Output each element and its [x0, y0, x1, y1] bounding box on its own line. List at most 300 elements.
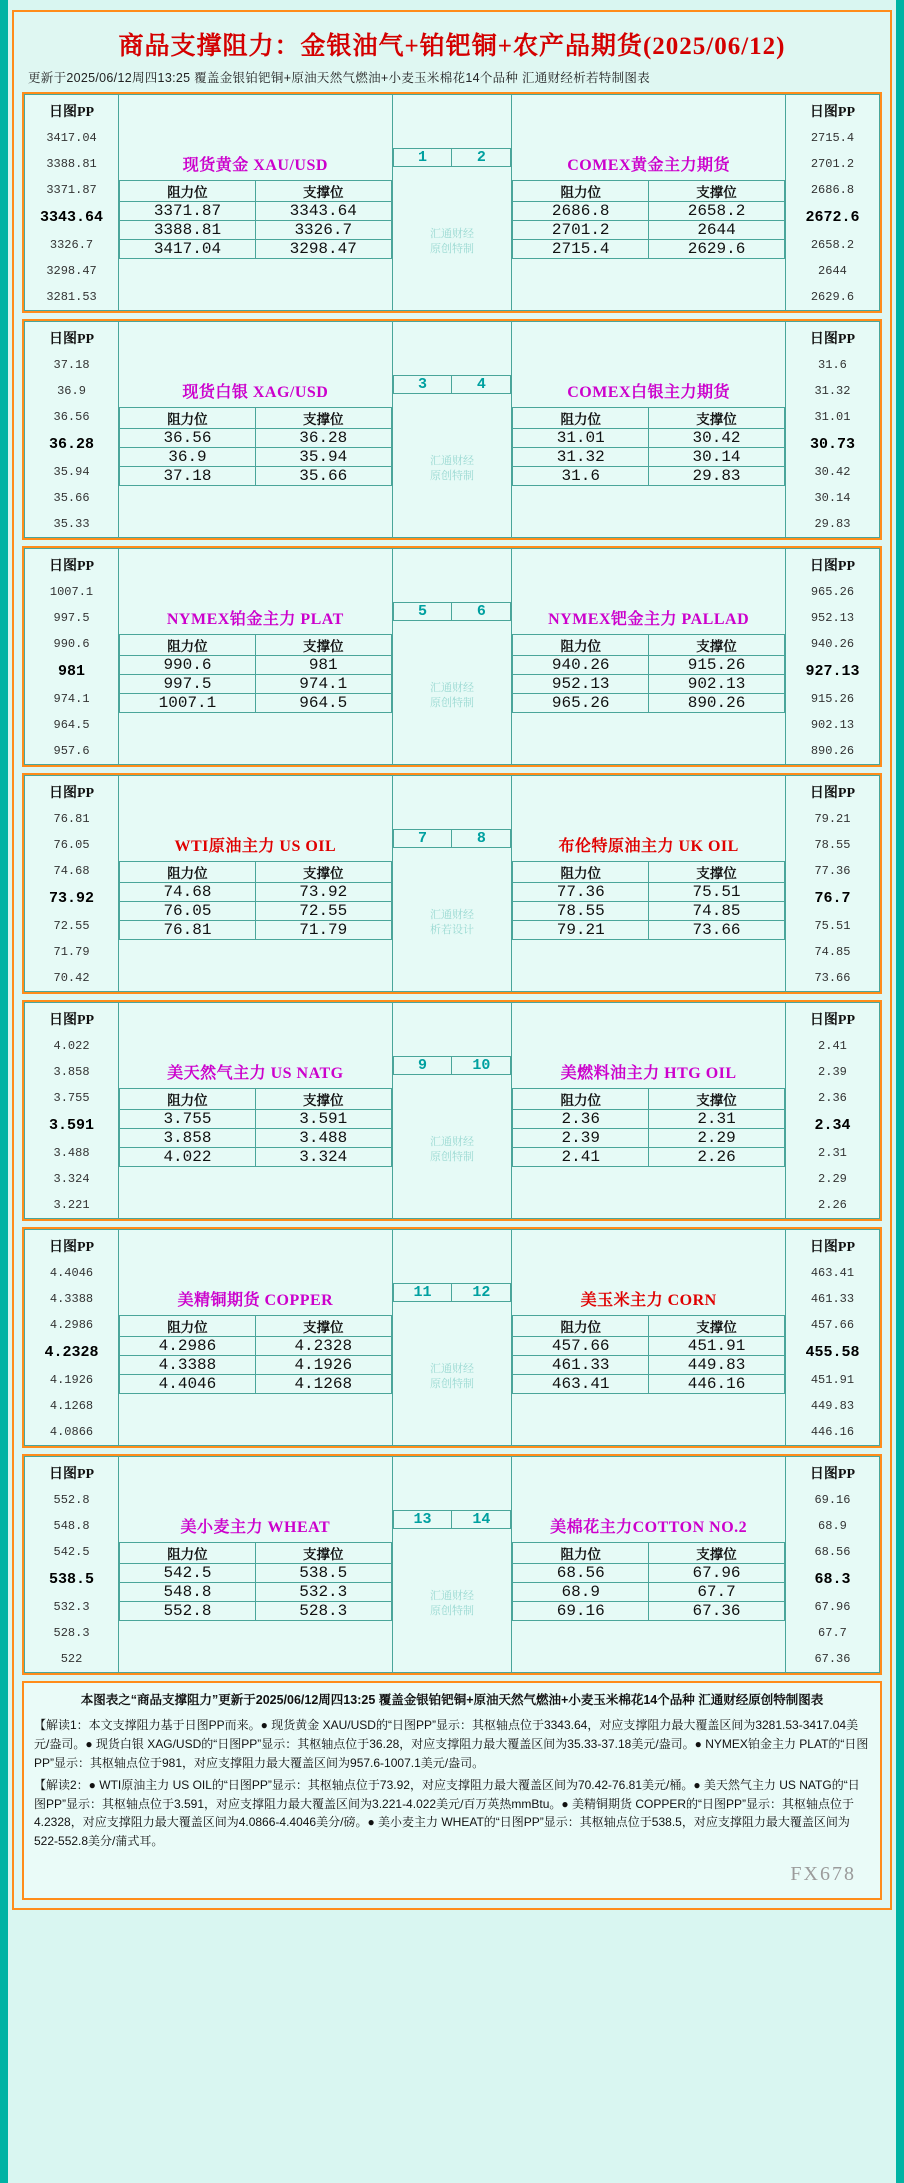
support-header: 支撑位 — [255, 181, 391, 202]
table-row — [120, 1148, 392, 1167]
resistance-value: 2.39 — [513, 1129, 649, 1148]
pp-value: 927.13 — [805, 663, 860, 680]
page-title: 商品支撑阻力：金银油气+铂钯铜+农产品期货(2025/06/12) — [118, 33, 786, 60]
resistance-value: 3371.87 — [120, 202, 256, 221]
support-value: 446.16 — [649, 1375, 785, 1394]
pp-value: 4.3388 — [49, 1292, 94, 1306]
resistance-value: 542.5 — [120, 1564, 256, 1583]
watermark-signature: FX678 — [790, 1862, 856, 1885]
pp-col-left — [25, 1457, 119, 1673]
pp-value: 457.66 — [810, 1318, 855, 1332]
support-value: 67.96 — [649, 1564, 785, 1583]
pp-header-right: 日图PP — [809, 1240, 856, 1255]
pp-value: 31.32 — [814, 384, 851, 398]
pp-value: 35.66 — [53, 491, 90, 505]
pp-value: 76.7 — [814, 890, 851, 907]
resistance-value: 76.81 — [120, 921, 256, 940]
table-row — [513, 1337, 785, 1356]
support-value: 964.5 — [255, 694, 391, 713]
levels-table-right — [512, 180, 785, 259]
resistance-value: 463.41 — [513, 1375, 649, 1394]
pp-value: 30.14 — [814, 491, 851, 505]
support-value: 890.26 — [649, 694, 785, 713]
block-index-left: 7 — [393, 830, 452, 848]
product-block — [22, 1227, 882, 1448]
pp-list-right — [786, 579, 879, 764]
resistance-header: 阻力位 — [120, 862, 256, 883]
pp-header-left: 日图PP — [48, 1467, 95, 1482]
pp-value: 890.26 — [810, 744, 855, 758]
pp-value: 940.26 — [810, 637, 855, 651]
support-value: 30.42 — [649, 429, 785, 448]
resistance-value: 4.4046 — [120, 1375, 256, 1394]
pp-value: 72.55 — [53, 919, 90, 933]
support-value: 538.5 — [255, 1564, 391, 1583]
table-row — [120, 1564, 392, 1583]
pp-value: 964.5 — [53, 718, 90, 732]
pp-col-right — [785, 1230, 879, 1446]
center-col — [392, 1457, 512, 1673]
resistance-value: 548.8 — [120, 1583, 256, 1602]
pp-list-right — [786, 1033, 879, 1218]
support-value: 67.36 — [649, 1602, 785, 1621]
product-block — [22, 1000, 882, 1221]
pp-value: 4.022 — [53, 1039, 90, 1053]
pp-value: 73.66 — [814, 971, 851, 985]
product-col-right — [512, 776, 786, 992]
pp-value: 952.13 — [810, 611, 855, 625]
pp-value: 461.33 — [810, 1292, 855, 1306]
pp-value: 31.01 — [814, 410, 851, 424]
support-value: 72.55 — [255, 902, 391, 921]
pp-value: 2686.8 — [810, 183, 855, 197]
block-index-left: 11 — [393, 1284, 452, 1302]
pp-value: 4.0866 — [49, 1425, 94, 1439]
support-header: 支撑位 — [255, 635, 391, 656]
pp-value: 36.9 — [57, 384, 86, 398]
report-frame — [12, 10, 892, 1910]
pp-value: 76.05 — [53, 838, 90, 852]
resistance-value: 990.6 — [120, 656, 256, 675]
support-header: 支撑位 — [255, 408, 391, 429]
block-index-left: 5 — [393, 603, 452, 621]
support-value: 2658.2 — [649, 202, 785, 221]
support-value: 74.85 — [649, 902, 785, 921]
support-value: 2644 — [649, 221, 785, 240]
product-col-left — [119, 776, 393, 992]
product-block — [22, 773, 882, 994]
pp-header-left: 日图PP — [48, 786, 95, 801]
levels-table-right — [512, 1315, 785, 1394]
resistance-value: 997.5 — [120, 675, 256, 694]
resistance-value: 68.56 — [513, 1564, 649, 1583]
resistance-value: 78.55 — [513, 902, 649, 921]
pp-value: 3343.64 — [40, 209, 104, 226]
resistance-header: 阻力位 — [120, 635, 256, 656]
product-col-right — [512, 95, 786, 311]
watermark-text: 汇通财经 原创特制 — [429, 228, 474, 255]
page-subtitle: 更新于2025/06/12周四13:25 覆盖金银铂钯铜+原油天然气燃油+小麦玉米棉花14个品种 汇通财经析若特制图表 — [28, 71, 650, 85]
support-header: 支撑位 — [649, 635, 785, 656]
resistance-value: 3.755 — [120, 1110, 256, 1129]
resistance-value: 77.36 — [513, 883, 649, 902]
support-header: 支撑位 — [255, 1316, 391, 1337]
watermark-text: 汇通财经 析若设计 — [429, 909, 474, 936]
pp-value: 3.488 — [53, 1146, 90, 1160]
support-header: 支撑位 — [255, 862, 391, 883]
pp-value: 30.42 — [814, 465, 851, 479]
support-header: 支撑位 — [649, 862, 785, 883]
support-header: 支撑位 — [649, 1316, 785, 1337]
pp-value: 522 — [60, 1652, 83, 1666]
pp-list-left — [25, 1033, 118, 1218]
pp-value: 78.55 — [814, 838, 851, 852]
pp-value: 974.1 — [53, 692, 90, 706]
pp-header-right: 日图PP — [809, 105, 856, 120]
center-col — [392, 95, 512, 311]
table-row — [120, 1337, 392, 1356]
center-col — [392, 1230, 512, 1446]
pp-value: 2672.6 — [805, 209, 860, 226]
pp-value: 3.591 — [49, 1117, 95, 1134]
pp-value: 965.26 — [810, 585, 855, 599]
support-value: 29.83 — [649, 467, 785, 486]
resistance-value: 457.66 — [513, 1337, 649, 1356]
resistance-value: 4.3388 — [120, 1356, 256, 1375]
block-index-right: 6 — [452, 603, 511, 621]
resistance-header: 阻力位 — [120, 1089, 256, 1110]
table-row — [513, 1110, 785, 1129]
pp-list-left — [25, 1487, 118, 1672]
resistance-header: 阻力位 — [120, 1316, 256, 1337]
pp-value: 455.58 — [805, 1344, 860, 1361]
pp-value: 981 — [58, 663, 86, 680]
resistance-value: 2.36 — [513, 1110, 649, 1129]
pp-value: 35.33 — [53, 517, 90, 531]
table-row — [513, 1129, 785, 1148]
pp-header-left: 日图PP — [48, 559, 95, 574]
footer-box — [22, 1681, 882, 1900]
pp-value: 68.3 — [814, 1571, 851, 1588]
pp-value: 4.1268 — [49, 1399, 94, 1413]
pp-value: 2701.2 — [810, 157, 855, 171]
table-row — [513, 240, 785, 259]
product-col-right — [512, 1003, 786, 1219]
product-title-right: 美燃料油主力 HTG OIL — [560, 1065, 737, 1082]
pp-header-left: 日图PP — [48, 105, 95, 120]
table-row — [120, 448, 392, 467]
support-value: 2.29 — [649, 1129, 785, 1148]
pp-value: 957.6 — [53, 744, 90, 758]
center-col — [392, 549, 512, 765]
product-title-right: COMEX白银主力期货 — [567, 384, 731, 401]
center-col — [392, 776, 512, 992]
resistance-value: 31.6 — [513, 467, 649, 486]
support-value: 915.26 — [649, 656, 785, 675]
support-value: 71.79 — [255, 921, 391, 940]
pp-value: 4.4046 — [49, 1266, 94, 1280]
support-value: 30.14 — [649, 448, 785, 467]
pp-value: 76.81 — [53, 812, 90, 826]
pp-value: 36.56 — [53, 410, 90, 424]
watermark-text: 汇通财经 原创特制 — [429, 682, 474, 709]
watermark-text: 汇通财经 原创特制 — [429, 455, 474, 482]
pp-value: 2.36 — [818, 1091, 847, 1105]
table-row — [120, 1375, 392, 1394]
resistance-value: 3417.04 — [120, 240, 256, 259]
support-value: 2629.6 — [649, 240, 785, 259]
product-col-right — [512, 1230, 786, 1446]
pp-value: 4.1926 — [49, 1373, 94, 1387]
pp-value: 2.26 — [818, 1198, 847, 1212]
resistance-value: 940.26 — [513, 656, 649, 675]
support-value: 4.2328 — [255, 1337, 391, 1356]
pp-value: 1007.1 — [49, 585, 94, 599]
table-row — [513, 221, 785, 240]
pp-value: 3.221 — [53, 1198, 90, 1212]
footer-note-2: 【解读2：● WTI原油主力 US OIL的“日图PP”显示：其枢轴点位于73.92，对应支撑阻力最大覆盖区间为70.42-76.81美元/桶。● 美天然气主力 US NATG的“日图PP”显示：其枢轴点位于3.591，对应支撑阻力最大覆盖区间为3.221-4.022美元/百万英热mmBtu。● 美精铜期货 COPPER的“日图PP”显示：其枢轴点位于4.2328，对应支撑阻力最大覆盖区间为4.0866-4.4046美分/磅。● 美小麦主力 WHEAT的“日图PP”显示：其枢轴点位于538.5，对应支撑阻力最大覆盖区间为522-552.8美分/蒲式耳。 — [34, 1778, 860, 1848]
resistance-value: 552.8 — [120, 1602, 256, 1621]
pp-value: 2.41 — [818, 1039, 847, 1053]
pp-value: 532.3 — [53, 1600, 90, 1614]
center-col — [392, 1003, 512, 1219]
product-title-right: 美棉花主力COTTON NO.2 — [550, 1519, 748, 1536]
block-index-right: 14 — [452, 1511, 511, 1529]
table-row — [513, 1356, 785, 1375]
pp-list-right — [786, 1487, 879, 1672]
pp-list-left — [25, 352, 118, 537]
pp-value: 3388.81 — [46, 157, 97, 171]
table-row — [120, 656, 392, 675]
pp-value: 542.5 — [53, 1545, 90, 1559]
pp-value: 538.5 — [49, 1571, 95, 1588]
pp-col-right — [785, 322, 879, 538]
resistance-value: 952.13 — [513, 675, 649, 694]
table-row — [120, 429, 392, 448]
pp-value: 990.6 — [53, 637, 90, 651]
support-value: 2.31 — [649, 1110, 785, 1129]
product-col-left — [119, 1230, 393, 1446]
resistance-header: 阻力位 — [513, 1543, 649, 1564]
watermark-text: 汇通财经 原创特制 — [429, 1136, 474, 1163]
product-title-left: 现货黄金 XAU/USD — [182, 157, 328, 174]
support-value: 35.66 — [255, 467, 391, 486]
table-row — [513, 1148, 785, 1167]
product-title-left: NYMEX铂金主力 PLAT — [166, 611, 344, 628]
table-row — [120, 694, 392, 713]
resistance-header: 阻力位 — [513, 181, 649, 202]
pp-list-right — [786, 806, 879, 991]
levels-table-right — [512, 1088, 785, 1167]
levels-table-right — [512, 634, 785, 713]
product-title-left: 美小麦主力 WHEAT — [180, 1519, 331, 1536]
pp-col-left — [25, 776, 119, 992]
support-value: 3326.7 — [255, 221, 391, 240]
support-value: 449.83 — [649, 1356, 785, 1375]
resistance-value: 3.858 — [120, 1129, 256, 1148]
pp-value: 30.73 — [809, 436, 855, 453]
table-row — [120, 240, 392, 259]
pp-list-left — [25, 806, 118, 991]
support-value: 75.51 — [649, 883, 785, 902]
pp-value: 4.2986 — [49, 1318, 94, 1332]
product-col-left — [119, 1457, 393, 1673]
table-row — [513, 1602, 785, 1621]
support-value: 981 — [255, 656, 391, 675]
table-row — [120, 467, 392, 486]
support-value: 3298.47 — [255, 240, 391, 259]
pp-value: 3281.53 — [46, 290, 97, 304]
pp-value: 3417.04 — [46, 131, 97, 145]
support-value: 451.91 — [649, 1337, 785, 1356]
levels-table-right — [512, 407, 785, 486]
table-row — [513, 467, 785, 486]
pp-value: 3.858 — [53, 1065, 90, 1079]
product-col-right — [512, 1457, 786, 1673]
product-block — [22, 546, 882, 767]
pp-value: 902.13 — [810, 718, 855, 732]
pp-col-left — [25, 549, 119, 765]
block-index-right: 2 — [452, 149, 511, 167]
resistance-value: 69.16 — [513, 1602, 649, 1621]
pp-value: 36.28 — [49, 436, 95, 453]
resistance-header: 阻力位 — [513, 408, 649, 429]
pp-list-right — [786, 1260, 879, 1445]
pp-col-right — [785, 776, 879, 992]
support-value: 974.1 — [255, 675, 391, 694]
table-row — [120, 1129, 392, 1148]
pp-value: 3.324 — [53, 1172, 90, 1186]
table-row — [513, 429, 785, 448]
footer-summary-line: 本图表之“商品支撑阻力”更新于2025/06/12周四13:25 覆盖金银铂钯铜+原油天然气燃油+小麦玉米棉花14个品种 汇通财经原创特制图表 — [80, 1693, 824, 1707]
support-header: 支撑位 — [649, 181, 785, 202]
resistance-value: 37.18 — [120, 467, 256, 486]
product-col-right — [512, 322, 786, 538]
pp-value: 2644 — [818, 264, 847, 278]
pp-header-right: 日图PP — [809, 786, 856, 801]
pp-value: 2715.4 — [810, 131, 855, 145]
resistance-header: 阻力位 — [513, 1089, 649, 1110]
support-value: 2.26 — [649, 1148, 785, 1167]
product-title-right: 布伦特原油主力 UK OIL — [558, 838, 739, 855]
pp-value: 2.34 — [814, 1117, 851, 1134]
pp-value: 451.91 — [810, 1373, 855, 1387]
resistance-value: 2701.2 — [513, 221, 649, 240]
levels-table-left — [119, 180, 392, 259]
pp-value: 3.755 — [53, 1091, 90, 1105]
pp-value: 29.83 — [814, 517, 851, 531]
pp-col-left — [25, 1003, 119, 1219]
pp-col-right — [785, 1457, 879, 1673]
table-row — [120, 202, 392, 221]
support-value: 528.3 — [255, 1602, 391, 1621]
pp-col-right — [785, 1003, 879, 1219]
center-col — [392, 322, 512, 538]
resistance-value: 31.32 — [513, 448, 649, 467]
product-block — [22, 92, 882, 313]
pp-col-left — [25, 95, 119, 311]
levels-table-left — [119, 1088, 392, 1167]
levels-table-right — [512, 1542, 785, 1621]
table-row — [513, 202, 785, 221]
support-value: 67.7 — [649, 1583, 785, 1602]
table-row — [120, 1583, 392, 1602]
levels-table-left — [119, 407, 392, 486]
table-row — [120, 883, 392, 902]
table-row — [513, 1583, 785, 1602]
levels-table-left — [119, 634, 392, 713]
levels-table-left — [119, 1315, 392, 1394]
table-row — [513, 448, 785, 467]
resistance-value: 36.56 — [120, 429, 256, 448]
resistance-value: 31.01 — [513, 429, 649, 448]
resistance-value: 461.33 — [513, 1356, 649, 1375]
pp-value: 552.8 — [53, 1493, 90, 1507]
pp-header-left: 日图PP — [48, 332, 95, 347]
product-title-left: 现货白银 XAG/USD — [182, 384, 329, 401]
block-index-right: 4 — [452, 376, 511, 394]
table-row — [513, 902, 785, 921]
resistance-value: 74.68 — [120, 883, 256, 902]
resistance-header: 阻力位 — [513, 635, 649, 656]
pp-value: 997.5 — [53, 611, 90, 625]
support-value: 73.92 — [255, 883, 391, 902]
watermark-text: 汇通财经 原创特制 — [429, 1363, 474, 1390]
table-row — [120, 902, 392, 921]
pp-header-right: 日图PP — [809, 559, 856, 574]
resistance-value: 76.05 — [120, 902, 256, 921]
block-index-right: 12 — [452, 1284, 511, 1302]
pp-value: 71.79 — [53, 945, 90, 959]
pp-value: 3298.47 — [46, 264, 97, 278]
product-title-left: 美天然气主力 US NATG — [167, 1065, 344, 1082]
product-title-right: NYMEX钯金主力 PALLAD — [548, 611, 750, 628]
table-row — [513, 656, 785, 675]
pp-col-left — [25, 322, 119, 538]
pp-value: 35.94 — [53, 465, 90, 479]
resistance-value: 36.9 — [120, 448, 256, 467]
pp-value: 3326.7 — [49, 238, 94, 252]
pp-value: 67.36 — [814, 1652, 851, 1666]
table-row — [513, 1564, 785, 1583]
block-index-left: 9 — [393, 1057, 452, 1075]
product-col-left — [119, 549, 393, 765]
pp-value: 79.21 — [814, 812, 851, 826]
table-row — [120, 921, 392, 940]
resistance-value: 965.26 — [513, 694, 649, 713]
table-row — [120, 221, 392, 240]
resistance-value: 4.022 — [120, 1148, 256, 1167]
pp-value: 548.8 — [53, 1519, 90, 1533]
support-header: 支撑位 — [255, 1089, 391, 1110]
product-col-right — [512, 549, 786, 765]
table-row — [120, 675, 392, 694]
table-row — [513, 883, 785, 902]
resistance-header: 阻力位 — [120, 1543, 256, 1564]
pp-value: 69.16 — [814, 1493, 851, 1507]
pp-value: 2.31 — [818, 1146, 847, 1160]
pp-header-right: 日图PP — [809, 1013, 856, 1028]
support-value: 3.324 — [255, 1148, 391, 1167]
table-row — [120, 1356, 392, 1375]
pp-list-right — [786, 125, 879, 310]
product-block — [22, 319, 882, 540]
pp-value: 31.6 — [818, 358, 847, 372]
resistance-value: 2.41 — [513, 1148, 649, 1167]
pp-value: 915.26 — [810, 692, 855, 706]
resistance-value: 79.21 — [513, 921, 649, 940]
support-value: 4.1926 — [255, 1356, 391, 1375]
